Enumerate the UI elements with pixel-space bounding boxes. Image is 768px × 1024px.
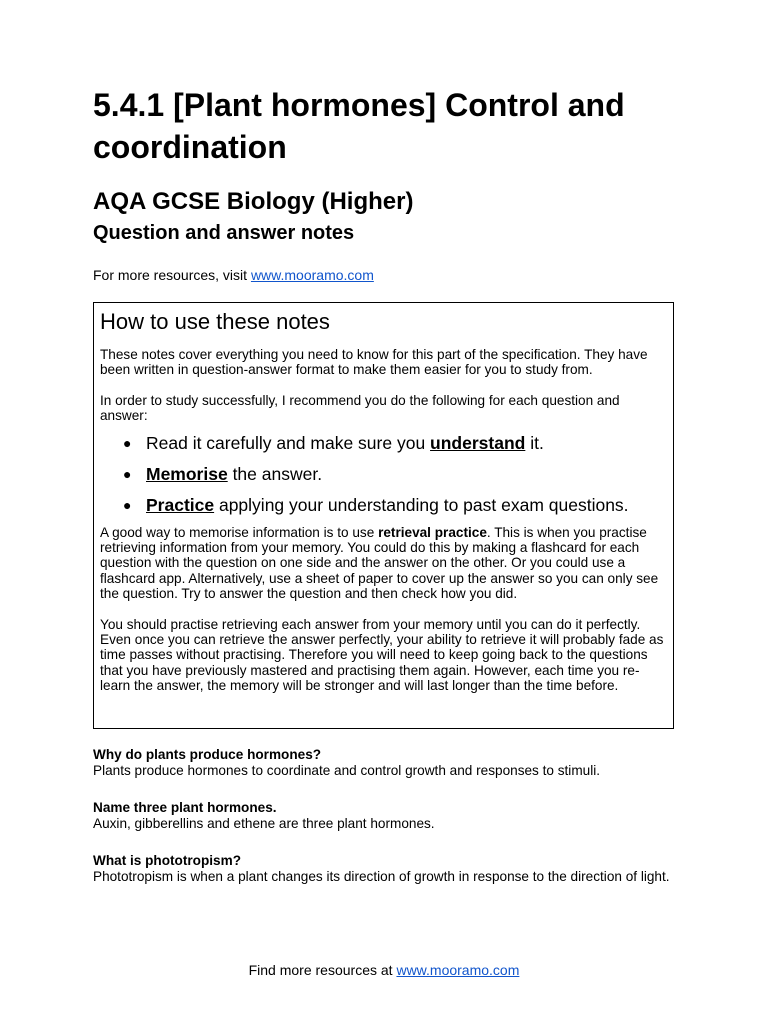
answer-text: Plants produce hormones to coordinate and control growth and responses to stimuli. — [93, 763, 601, 778]
study-steps-list — [100, 432, 668, 517]
bullet-icon: ● — [123, 465, 132, 482]
box-paragraph-4: You should practise retrieving each answer from your memory until you can do it perfectly. Even once you can retrieve the answer perfectly, your ability to retrieve it will probably fade as time passes without practising. Therefore you will need to keep going back to the questions that you have previously mastered and practising them again. However, each time you re-learn the answer, the memory will be stronger and will last longer than the time before. — [100, 616, 664, 694]
list-item: ● Memorise the answer. — [123, 463, 323, 484]
page-title: 5.4.1 [Plant hormones] Control and coordination — [93, 87, 625, 165]
bullet-icon: ● — [123, 434, 132, 451]
footer-link[interactable]: www.mooramo.com — [396, 962, 520, 978]
footer-prefix: Find more resources at — [248, 962, 397, 978]
bullet-icon: ● — [123, 496, 132, 513]
resources-line — [93, 266, 374, 284]
list-item: ● Practice applying your understanding to past exam questions. — [123, 494, 629, 515]
how-to-use-box — [93, 302, 674, 729]
qa-item — [93, 800, 673, 832]
answer-text: Phototropism is when a plant changes its direction of growth in response to the direction of light. — [93, 869, 670, 884]
list-item: ● Read it carefully and make sure you understand it. — [123, 432, 544, 453]
footer-line — [0, 961, 768, 979]
box-heading: How to use these notes — [100, 309, 330, 334]
qa-item — [93, 747, 673, 779]
question-text: Why do plants produce hormones? — [93, 747, 322, 762]
retrieval-practice-term: retrieval practice — [378, 524, 487, 540]
question-text: What is phototropism? — [93, 853, 242, 868]
resources-prefix: For more resources, visit — [93, 267, 251, 283]
course-subtitle: AQA GCSE Biology (Higher) — [93, 188, 414, 215]
notes-type-subtitle: Question and answer notes — [93, 222, 355, 244]
box-paragraph-3: A good way to memorise information is to use retrieval practice. This is when you practise retrieving information from your memory. You could do this by making a flashcard for each question with the question on one side and the answer on the other. Or you could use a flashcard app. Alternatively, use a sheet of paper to cover up the answer so you can only see the question. Try to answer the question and then check how you did. — [100, 524, 659, 602]
box-paragraph-1: These notes cover everything you need to know for this part of the specification. They have been written in question-answer format to make them easier for you to study from. — [100, 347, 648, 378]
question-text: Name three plant hormones. — [93, 800, 277, 815]
answer-text: Auxin, gibberellins and ethene are three plant hormones. — [93, 816, 435, 831]
box-paragraph-2: In order to study successfully, I recommend you do the following for each question and answer: — [100, 392, 620, 424]
qa-item — [93, 853, 673, 885]
resources-link[interactable]: www.mooramo.com — [250, 267, 374, 283]
